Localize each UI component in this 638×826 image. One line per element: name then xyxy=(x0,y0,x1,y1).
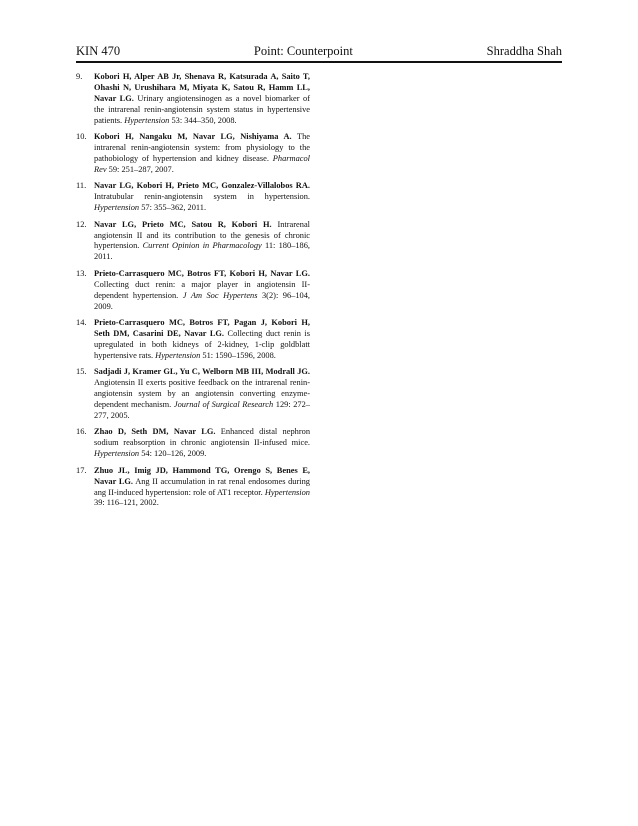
reference-title: Intrarenal angiotensin II and its contribution to the genesis of chronic hypertension. xyxy=(94,219,310,251)
reference-number: 11. xyxy=(76,181,87,191)
reference-title: Collecting duct renin: a major player in angiotensin II-dependent hypertension. xyxy=(94,279,310,300)
reference-number: 16. xyxy=(76,427,87,437)
reference-title: Intratubular renin-angiotensin system in hypertension. xyxy=(94,192,310,202)
reference-journal: Current Opinion in Pharmacology xyxy=(142,241,262,251)
reference-title: Ang II accumulation in rat renal endosomes during ang II-induced hypertension: role of AT1 receptor. xyxy=(94,476,310,497)
reference-details: 59: 251–287, 2007. xyxy=(106,164,174,174)
reference-item xyxy=(76,367,310,422)
reference-journal: J Am Soc Hypertens xyxy=(182,290,258,300)
reference-item xyxy=(76,181,310,214)
reference-authors: Zhuo JL, Imig JD, Hammond TG, Orengo S, Benes E, Navar LG. xyxy=(94,465,310,486)
reference-number: 13. xyxy=(76,268,87,278)
header-author: Shraddha Shah xyxy=(486,44,562,58)
reference-title: The intrarenal renin-angiotensin system: from physiology to the pathobiology of hypertension and kidney disease. xyxy=(94,132,310,163)
reference-journal: Hypertension xyxy=(124,115,170,125)
reference-title: Enhanced distal nephron sodium reabsorption in chronic angiotensin II-infused mice. xyxy=(94,427,311,448)
reference-item xyxy=(76,427,310,460)
reference-details: 54: 120–126, 2009. xyxy=(139,449,207,459)
reference-authors: Navar LG, Prieto MC, Satou R, Kobori H. xyxy=(94,219,272,229)
reference-authors: Prieto-Carrasquero MC, Botros FT, Pagan J, Kobori H, Seth DM, Casarini DE, Navar LG. xyxy=(94,318,310,338)
reference-number: 14. xyxy=(76,318,87,328)
reference-number: 17. xyxy=(76,465,87,475)
reference-details: 51: 1590–1596, 2008. xyxy=(200,350,276,360)
reference-authors: Kobori H, Alper AB Jr, Shenava R, Katsurada A, Saito T, Ohashi N, Urushihara M, Miyata K, Satou R, Hamm LL, Navar LG. xyxy=(94,72,310,103)
reference-details: 57: 355–362, 2011. xyxy=(139,203,207,213)
page-header xyxy=(76,38,562,63)
reference-journal: Hypertension xyxy=(155,350,201,360)
reference-item xyxy=(76,220,310,264)
reference-authors: Kobori H, Nangaku M, Navar LG, Nishiyama A. xyxy=(94,132,292,142)
reference-number: 9. xyxy=(76,72,83,81)
reference-item xyxy=(76,269,310,313)
reference-authors: Prieto-Carrasquero MC, Botros FT, Kobori H, Navar LG. xyxy=(94,268,310,278)
reference-number: 12. xyxy=(76,219,87,229)
reference-item xyxy=(76,72,310,127)
reference-details: 39: 116–121, 2002. xyxy=(94,498,159,508)
reference-journal: Hypertension xyxy=(94,449,140,459)
reference-details: 53: 344–350, 2008. xyxy=(169,115,237,125)
reference-details: 3(2): 96–104, 2009. xyxy=(94,290,310,311)
header-course: KIN 470 xyxy=(76,44,121,58)
reference-number: 15. xyxy=(76,367,87,377)
reference-journal: Hypertension xyxy=(264,487,310,497)
reference-list xyxy=(76,72,310,515)
reference-authors: Sadjadi J, Kramer GL, Yu C, Welborn MB III, Modrall JG. xyxy=(94,367,310,377)
reference-authors: Navar LG, Kobori H, Prieto MC, Gonzalez-Villalobos RA. xyxy=(94,181,310,191)
reference-title: Urinary angiotensinogen as a novel biomarker of the intrarenal renin-angiotensin system status in hypertensive patients. xyxy=(94,93,310,125)
reference-details: 11: 180–186, 2011. xyxy=(94,241,311,262)
reference-item xyxy=(76,132,310,176)
header-title: Point: Counterpoint xyxy=(253,44,353,58)
reference-details: 129: 272–277, 2005. xyxy=(94,400,310,420)
reference-title: Angiotensin II exerts positive feedback on the intrarenal renin-angiotensin system by an angiotensin converting enzyme-dependent mechanism. xyxy=(94,378,310,410)
reference-journal: Pharmacol Rev xyxy=(94,153,310,174)
reference-title: Collecting duct renin is upregulated in both kidneys of 2-kidney, 1-clip goldblatt hypertensive rats. xyxy=(94,329,310,360)
reference-number: 10. xyxy=(76,132,87,142)
reference-item xyxy=(76,466,310,510)
reference-journal: Journal of Surgical Research xyxy=(173,400,274,410)
reference-authors: Zhao D, Seth DM, Navar LG. xyxy=(94,427,216,437)
reference-journal: Hypertension xyxy=(94,203,140,213)
reference-item xyxy=(76,318,310,362)
